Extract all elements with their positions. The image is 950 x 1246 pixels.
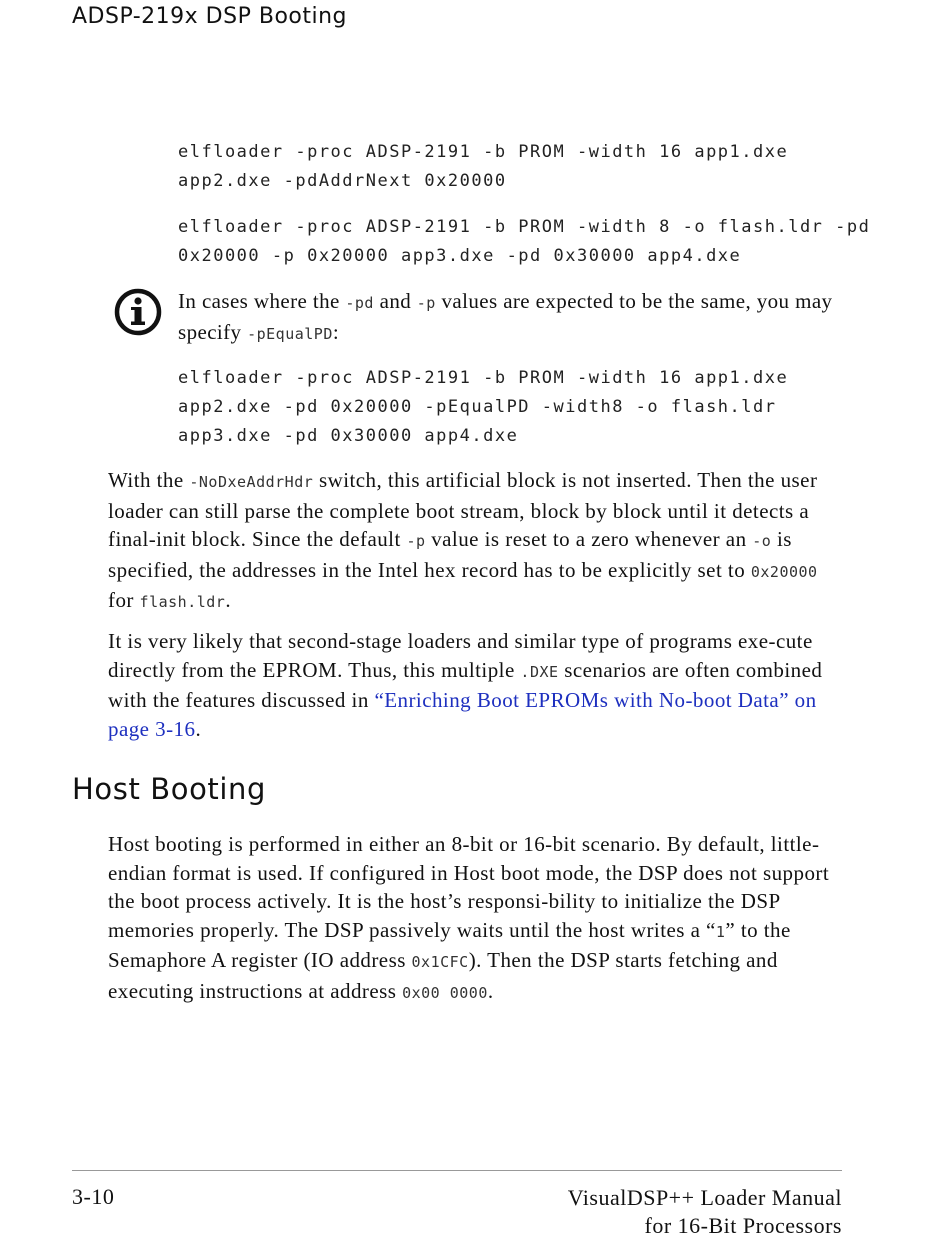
text-segment: for [108, 588, 140, 612]
inline-code: 0x20000 [750, 562, 818, 581]
code-line: app2.dxe -pd 0x20000 -pEqualPD -width8 -o flash.ldr [178, 397, 777, 417]
text-segment: With the [108, 468, 190, 492]
footer-divider [72, 1170, 842, 1171]
code-line: 0x20000 -p 0x20000 app3.dxe -pd 0x30000 app4.dxe [178, 246, 742, 266]
inline-code: -o [752, 532, 772, 550]
inline-code: -NoDxeAddrHdr [189, 473, 314, 491]
cross-reference-link[interactable]: “Enriching Boot EPROMs with No-boot Data” on page 3-16 [108, 688, 817, 741]
paragraph-host-booting [108, 830, 848, 1007]
paragraph-nodxeaddrhdr [108, 466, 848, 617]
text-segment: is specified, the addresses in the Intel hex record has to be explicitly set to [108, 527, 792, 582]
inline-code: -pd [345, 294, 374, 312]
note-segment: and [373, 289, 417, 313]
paragraph-second-stage-loaders [108, 627, 848, 743]
manual-title-line: for 16-Bit Processors [644, 1213, 842, 1238]
inline-code: flash.ldr [139, 593, 226, 611]
code-example-2 [178, 213, 871, 271]
page-number: 3-10 [72, 1184, 115, 1209]
inline-code: 1 [715, 922, 726, 941]
code-example-3 [178, 364, 858, 451]
text-segment: . [487, 978, 494, 1003]
text-segment: scenarios are often combined with the features discussed in [108, 657, 823, 712]
section-heading: Host Booting [72, 772, 267, 806]
footer-manual-title [568, 1184, 842, 1240]
info-icon [113, 287, 163, 337]
code-line: app3.dxe -pd 0x30000 app4.dxe [178, 426, 519, 446]
code-line: elfloader -proc ADSP-2191 -b PROM -width 16 app1.dxe [178, 368, 789, 388]
text-segment: . [225, 588, 232, 612]
code-line: elfloader -proc ADSP-2191 -b PROM -width 16 app1.dxe [178, 142, 789, 162]
code-line: app2.dxe -pdAddrNext 0x20000 [178, 171, 507, 191]
text-segment: . [195, 716, 202, 741]
note-segment: In cases where the [178, 289, 346, 313]
inline-code: -p [406, 532, 426, 550]
inline-code: 0x00 0000 [402, 983, 488, 1002]
text-segment: Host booting is performed in either an 8-bit or 16-bit scenario. By default, little-endian format is used. If configured in Host boot mode, the DSP does not support the boot process actively. It is the host’s responsi-bility to initialize the DSP memories properly. The DSP passively waits until the host writes a “ [108, 832, 830, 942]
text-segment: ). Then the DSP starts fetching and executing instructions at address [108, 948, 778, 1003]
running-header-title: ADSP-219x DSP Booting [72, 4, 348, 29]
text-segment: switch, this artificial block is not inserted. Then the user loader can still parse the complete boot stream, block by block until it detects a final-init block. Since the default [108, 468, 818, 551]
text-segment: It is very likely that second-stage loaders and similar type of programs exe-cute directly from the EPROM. Thus, this multiple [108, 629, 813, 682]
text-segment: ” to the Semaphore A register (IO address [108, 917, 791, 972]
inline-code: -p [416, 294, 436, 312]
code-line: elfloader -proc ADSP-2191 -b PROM -width 8 -o flash.ldr -pd [178, 217, 871, 237]
inline-code: 0x1CFC [411, 953, 469, 971]
inline-code: -pEqualPD [247, 325, 333, 343]
note-segment: values are expected to be the same, you may specify [178, 289, 833, 344]
manual-title-line: VisualDSP++ Loader Manual [567, 1185, 842, 1210]
inline-code: .DXE [520, 662, 559, 681]
note-segment: : [332, 320, 340, 344]
code-example-1 [178, 138, 858, 196]
text-segment: value is reset to a zero whenever an [425, 527, 753, 551]
note-text [178, 287, 838, 349]
